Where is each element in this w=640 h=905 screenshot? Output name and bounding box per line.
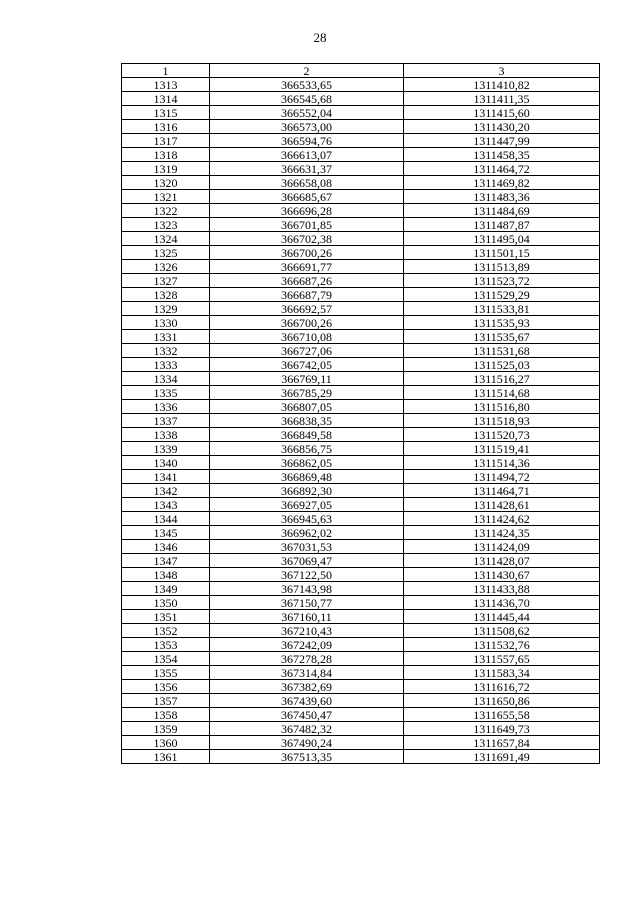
y-coordinate-cell: 1311508,62 — [404, 624, 600, 638]
point-number-cell: 1332 — [122, 344, 210, 358]
table-row — [122, 414, 600, 428]
point-number-cell: 1324 — [122, 232, 210, 246]
x-coordinate-cell: 366613,07 — [210, 148, 404, 162]
point-number-cell: 1331 — [122, 330, 210, 344]
y-coordinate-cell: 1311650,86 — [404, 694, 600, 708]
x-coordinate-cell: 366594,76 — [210, 134, 404, 148]
x-coordinate-cell: 367242,09 — [210, 638, 404, 652]
y-coordinate-cell: 1311531,68 — [404, 344, 600, 358]
point-number-cell: 1352 — [122, 624, 210, 638]
point-number-cell: 1355 — [122, 666, 210, 680]
table-row — [122, 554, 600, 568]
table-row — [122, 470, 600, 484]
table-row — [122, 372, 600, 386]
y-coordinate-cell: 1311430,20 — [404, 120, 600, 134]
y-coordinate-cell: 1311415,60 — [404, 106, 600, 120]
x-coordinate-cell: 366573,00 — [210, 120, 404, 134]
point-number-cell: 1321 — [122, 190, 210, 204]
y-coordinate-cell: 1311583,34 — [404, 666, 600, 680]
header-col-1: 1 — [122, 64, 210, 78]
y-coordinate-cell: 1311535,93 — [404, 316, 600, 330]
x-coordinate-cell: 367122,50 — [210, 568, 404, 582]
y-coordinate-cell: 1311520,73 — [404, 428, 600, 442]
table-row — [122, 610, 600, 624]
point-number-cell: 1335 — [122, 386, 210, 400]
y-coordinate-cell: 1311428,61 — [404, 498, 600, 512]
table-row — [122, 260, 600, 274]
table-row — [122, 526, 600, 540]
table-row — [122, 400, 600, 414]
table-header — [122, 64, 600, 78]
point-number-cell: 1338 — [122, 428, 210, 442]
point-number-cell: 1342 — [122, 484, 210, 498]
x-coordinate-cell: 366533,65 — [210, 78, 404, 92]
header-row — [122, 64, 600, 78]
x-coordinate-cell: 366869,48 — [210, 470, 404, 484]
point-number-cell: 1328 — [122, 288, 210, 302]
table-row — [122, 386, 600, 400]
x-coordinate-cell: 367150,77 — [210, 596, 404, 610]
table-row — [122, 92, 600, 106]
x-coordinate-cell: 366727,06 — [210, 344, 404, 358]
point-number-cell: 1330 — [122, 316, 210, 330]
table-row — [122, 666, 600, 680]
x-coordinate-cell: 366710,08 — [210, 330, 404, 344]
y-coordinate-cell: 1311458,35 — [404, 148, 600, 162]
table-row — [122, 428, 600, 442]
y-coordinate-cell: 1311430,67 — [404, 568, 600, 582]
y-coordinate-cell: 1311424,62 — [404, 512, 600, 526]
x-coordinate-cell: 366849,58 — [210, 428, 404, 442]
table-row — [122, 134, 600, 148]
x-coordinate-cell: 367490,24 — [210, 736, 404, 750]
table-row — [122, 512, 600, 526]
x-coordinate-cell: 366702,38 — [210, 232, 404, 246]
y-coordinate-cell: 1311495,04 — [404, 232, 600, 246]
point-number-cell: 1325 — [122, 246, 210, 260]
y-coordinate-cell: 1311513,89 — [404, 260, 600, 274]
point-number-cell: 1336 — [122, 400, 210, 414]
point-number-cell: 1346 — [122, 540, 210, 554]
y-coordinate-cell: 1311445,44 — [404, 610, 600, 624]
point-number-cell: 1360 — [122, 736, 210, 750]
x-coordinate-cell: 366701,85 — [210, 218, 404, 232]
table-row — [122, 204, 600, 218]
y-coordinate-cell: 1311487,87 — [404, 218, 600, 232]
point-number-cell: 1313 — [122, 78, 210, 92]
point-number-cell: 1317 — [122, 134, 210, 148]
table-row — [122, 218, 600, 232]
table-row — [122, 78, 600, 92]
point-number-cell: 1347 — [122, 554, 210, 568]
y-coordinate-cell: 1311424,35 — [404, 526, 600, 540]
table-row — [122, 540, 600, 554]
x-coordinate-cell: 366685,67 — [210, 190, 404, 204]
table-row — [122, 316, 600, 330]
point-number-cell: 1345 — [122, 526, 210, 540]
point-number-cell: 1319 — [122, 162, 210, 176]
y-coordinate-cell: 1311410,82 — [404, 78, 600, 92]
point-number-cell: 1358 — [122, 708, 210, 722]
point-number-cell: 1318 — [122, 148, 210, 162]
y-coordinate-cell: 1311424,09 — [404, 540, 600, 554]
x-coordinate-cell: 366927,05 — [210, 498, 404, 512]
x-coordinate-cell: 367278,28 — [210, 652, 404, 666]
x-coordinate-cell: 366545,68 — [210, 92, 404, 106]
x-coordinate-cell: 367382,69 — [210, 680, 404, 694]
point-number-cell: 1361 — [122, 750, 210, 764]
point-number-cell: 1326 — [122, 260, 210, 274]
x-coordinate-cell: 366692,57 — [210, 302, 404, 316]
table-row — [122, 456, 600, 470]
point-number-cell: 1316 — [122, 120, 210, 134]
point-number-cell: 1334 — [122, 372, 210, 386]
point-number-cell: 1327 — [122, 274, 210, 288]
x-coordinate-cell: 367314,84 — [210, 666, 404, 680]
table-row — [122, 722, 600, 736]
y-coordinate-cell: 1311691,49 — [404, 750, 600, 764]
table-row — [122, 736, 600, 750]
point-number-cell: 1337 — [122, 414, 210, 428]
table-body — [122, 78, 600, 764]
x-coordinate-cell: 366856,75 — [210, 442, 404, 456]
y-coordinate-cell: 1311469,82 — [404, 176, 600, 190]
point-number-cell: 1356 — [122, 680, 210, 694]
point-number-cell: 1353 — [122, 638, 210, 652]
y-coordinate-cell: 1311516,80 — [404, 400, 600, 414]
y-coordinate-cell: 1311411,35 — [404, 92, 600, 106]
point-number-cell: 1340 — [122, 456, 210, 470]
point-number-cell: 1344 — [122, 512, 210, 526]
x-coordinate-cell: 367513,35 — [210, 750, 404, 764]
point-number-cell: 1359 — [122, 722, 210, 736]
y-coordinate-cell: 1311529,29 — [404, 288, 600, 302]
y-coordinate-cell: 1311649,73 — [404, 722, 600, 736]
point-number-cell: 1322 — [122, 204, 210, 218]
table-row — [122, 344, 600, 358]
y-coordinate-cell: 1311464,72 — [404, 162, 600, 176]
x-coordinate-cell: 367160,11 — [210, 610, 404, 624]
table-row — [122, 624, 600, 638]
x-coordinate-cell: 367210,43 — [210, 624, 404, 638]
y-coordinate-cell: 1311533,81 — [404, 302, 600, 316]
table-row — [122, 442, 600, 456]
y-coordinate-cell: 1311484,69 — [404, 204, 600, 218]
point-number-cell: 1314 — [122, 92, 210, 106]
y-coordinate-cell: 1311657,84 — [404, 736, 600, 750]
point-number-cell: 1357 — [122, 694, 210, 708]
x-coordinate-cell: 366700,26 — [210, 316, 404, 330]
y-coordinate-cell: 1311616,72 — [404, 680, 600, 694]
point-number-cell: 1339 — [122, 442, 210, 456]
table-row — [122, 176, 600, 190]
y-coordinate-cell: 1311433,88 — [404, 582, 600, 596]
table-row — [122, 750, 600, 764]
table-row — [122, 652, 600, 666]
table-row — [122, 638, 600, 652]
x-coordinate-cell: 366691,77 — [210, 260, 404, 274]
header-col-3: 3 — [404, 64, 600, 78]
x-coordinate-cell: 366687,26 — [210, 274, 404, 288]
y-coordinate-cell: 1311519,41 — [404, 442, 600, 456]
x-coordinate-cell: 366785,29 — [210, 386, 404, 400]
table-row — [122, 358, 600, 372]
x-coordinate-cell: 366862,05 — [210, 456, 404, 470]
x-coordinate-cell: 366631,37 — [210, 162, 404, 176]
table-row — [122, 568, 600, 582]
y-coordinate-cell: 1311514,36 — [404, 456, 600, 470]
table-row — [122, 274, 600, 288]
point-number-cell: 1354 — [122, 652, 210, 666]
y-coordinate-cell: 1311501,15 — [404, 246, 600, 260]
table-row — [122, 120, 600, 134]
point-number-cell: 1343 — [122, 498, 210, 512]
coordinates-table — [121, 63, 600, 764]
table-row — [122, 680, 600, 694]
x-coordinate-cell: 366945,63 — [210, 512, 404, 526]
y-coordinate-cell: 1311447,99 — [404, 134, 600, 148]
table-row — [122, 288, 600, 302]
table-row — [122, 106, 600, 120]
y-coordinate-cell: 1311483,36 — [404, 190, 600, 204]
point-number-cell: 1333 — [122, 358, 210, 372]
y-coordinate-cell: 1311514,68 — [404, 386, 600, 400]
x-coordinate-cell: 366962,02 — [210, 526, 404, 540]
point-number-cell: 1348 — [122, 568, 210, 582]
x-coordinate-cell: 366552,04 — [210, 106, 404, 120]
x-coordinate-cell: 366742,05 — [210, 358, 404, 372]
x-coordinate-cell: 366807,05 — [210, 400, 404, 414]
point-number-cell: 1351 — [122, 610, 210, 624]
table-row — [122, 162, 600, 176]
point-number-cell: 1323 — [122, 218, 210, 232]
point-number-cell: 1329 — [122, 302, 210, 316]
x-coordinate-cell: 367069,47 — [210, 554, 404, 568]
y-coordinate-cell: 1311535,67 — [404, 330, 600, 344]
x-coordinate-cell: 367439,60 — [210, 694, 404, 708]
table-row — [122, 190, 600, 204]
table-row — [122, 330, 600, 344]
x-coordinate-cell: 366838,35 — [210, 414, 404, 428]
page-number: 28 — [313, 30, 327, 45]
table-row — [122, 232, 600, 246]
table-row — [122, 596, 600, 610]
x-coordinate-cell: 366658,08 — [210, 176, 404, 190]
x-coordinate-cell: 367031,53 — [210, 540, 404, 554]
x-coordinate-cell: 367450,47 — [210, 708, 404, 722]
y-coordinate-cell: 1311557,65 — [404, 652, 600, 666]
point-number-cell: 1341 — [122, 470, 210, 484]
x-coordinate-cell: 366892,30 — [210, 484, 404, 498]
table-row — [122, 484, 600, 498]
x-coordinate-cell: 366769,11 — [210, 372, 404, 386]
y-coordinate-cell: 1311518,93 — [404, 414, 600, 428]
x-coordinate-cell: 366696,28 — [210, 204, 404, 218]
table-row — [122, 498, 600, 512]
y-coordinate-cell: 1311464,71 — [404, 484, 600, 498]
y-coordinate-cell: 1311494,72 — [404, 470, 600, 484]
y-coordinate-cell: 1311428,07 — [404, 554, 600, 568]
x-coordinate-cell: 367482,32 — [210, 722, 404, 736]
table-row — [122, 302, 600, 316]
y-coordinate-cell: 1311516,27 — [404, 372, 600, 386]
y-coordinate-cell: 1311532,76 — [404, 638, 600, 652]
point-number-cell: 1349 — [122, 582, 210, 596]
x-coordinate-cell: 366700,26 — [210, 246, 404, 260]
y-coordinate-cell: 1311655,58 — [404, 708, 600, 722]
x-coordinate-cell: 366687,79 — [210, 288, 404, 302]
y-coordinate-cell: 1311523,72 — [404, 274, 600, 288]
y-coordinate-cell: 1311525,03 — [404, 358, 600, 372]
table-row — [122, 148, 600, 162]
table-row — [122, 708, 600, 722]
table-row — [122, 582, 600, 596]
point-number-cell: 1315 — [122, 106, 210, 120]
table-row — [122, 246, 600, 260]
y-coordinate-cell: 1311436,70 — [404, 596, 600, 610]
point-number-cell: 1320 — [122, 176, 210, 190]
header-col-2: 2 — [210, 64, 404, 78]
x-coordinate-cell: 367143,98 — [210, 582, 404, 596]
point-number-cell: 1350 — [122, 596, 210, 610]
table-row — [122, 694, 600, 708]
